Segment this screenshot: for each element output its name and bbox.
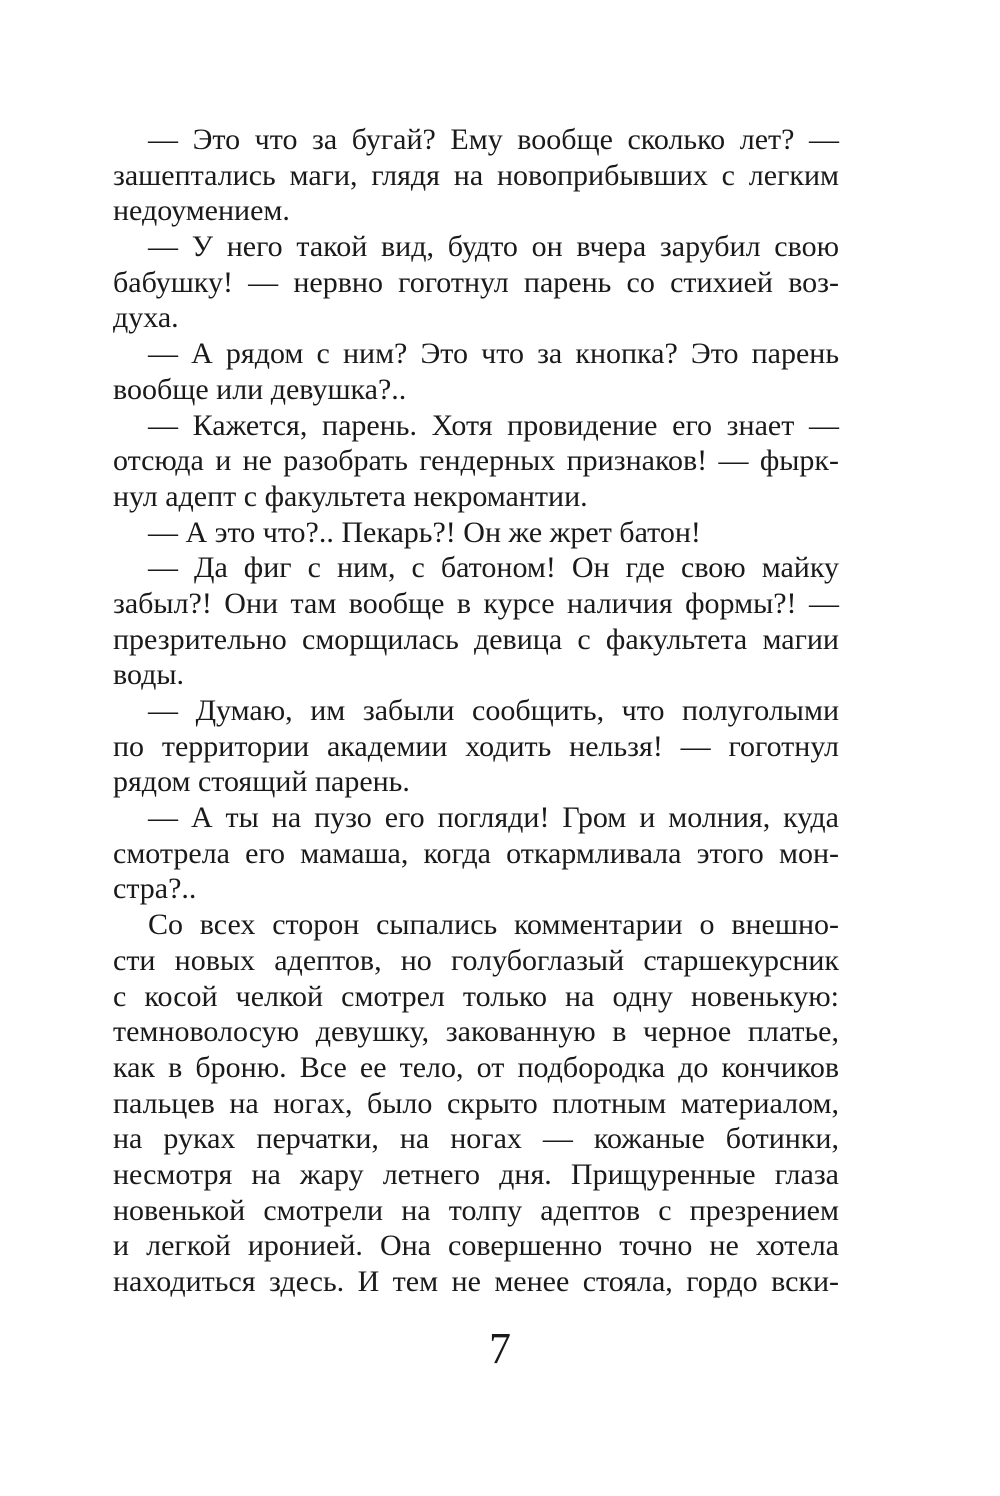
text-line: Со всех сторон сыпались комментарии о внешно-	[148, 908, 839, 942]
text-line: бабушку! — нервно гоготнул парень со стихией воз-	[113, 265, 839, 299]
text-line: — А рядом с ним? Это что за кнопка? Это парень	[148, 337, 839, 371]
text-line: новенькой смотрели на толпу адептов с презрением	[113, 1193, 839, 1227]
text-line: и легкой иронией. Она совершенно точно не хотела	[113, 1229, 839, 1263]
page-number: 7	[489, 1324, 511, 1373]
text-line: на руках перчатки, на ногах — кожаные ботинки,	[113, 1122, 839, 1156]
text-line: несмотря на жару летнего дня. Прищуренные глаза	[113, 1157, 839, 1191]
text-line: — Да фиг с ним, с батоном! Он где свою майку	[148, 551, 839, 585]
text-line: рядом стоящий парень.	[113, 765, 410, 799]
text-line: сти новых адептов, но голубоглазый старшекурсник	[113, 943, 839, 977]
page-body-text	[113, 122, 839, 1300]
text-line: смотрела его мамаша, когда откармливала этого мон-	[113, 836, 839, 870]
text-line: духа.	[113, 301, 179, 335]
text-line: — Кажется, парень. Хотя провидение его знает —	[148, 408, 839, 442]
text-line: вообще или девушка?..	[113, 372, 407, 406]
text-line: недоумением.	[113, 194, 290, 228]
text-line: — А это что?.. Пекарь?! Он же жрет батон!	[148, 515, 701, 549]
text-line: стра?..	[113, 872, 197, 906]
text-line: — Это что за бугай? Ему вообще сколько лет? —	[148, 123, 839, 156]
text-line: — А ты на пузо его погляди! Гром и молния, куда	[148, 801, 839, 835]
text-line: воды.	[113, 658, 185, 692]
text-line: с косой челкой смотрел только на одну новенькую:	[113, 979, 839, 1013]
text-line: находиться здесь. И тем не менее стояла, гордо вски-	[113, 1265, 839, 1298]
text-line: как в броню. Все ее тело, от подбородка до кончиков	[113, 1050, 839, 1084]
text-line: — У него такой вид, будто он вчера зарубил свою	[148, 230, 839, 264]
text-line: презрительно сморщилась девица с факультета магии	[113, 622, 839, 656]
text-line: забыл?! Они там вообще в курсе наличия формы?! —	[113, 586, 839, 620]
text-line: темноволосую девушку, закованную в черное платье,	[113, 1015, 839, 1049]
text-line: нул адепт с факультета некромантии.	[113, 479, 588, 513]
text-line: — Думаю, им забыли сообщить, что полуголыми	[148, 694, 839, 727]
text-line: отсюда и не разобрать гендерных признаков! — фырк-	[113, 444, 839, 478]
text-line: по территории академии ходить нельзя! — гоготнул	[113, 729, 839, 763]
text-line: зашептались маги, глядя на новоприбывших с легким	[113, 158, 839, 192]
text-line: пальцев на ногах, было скрыто плотным материалом,	[113, 1086, 839, 1120]
